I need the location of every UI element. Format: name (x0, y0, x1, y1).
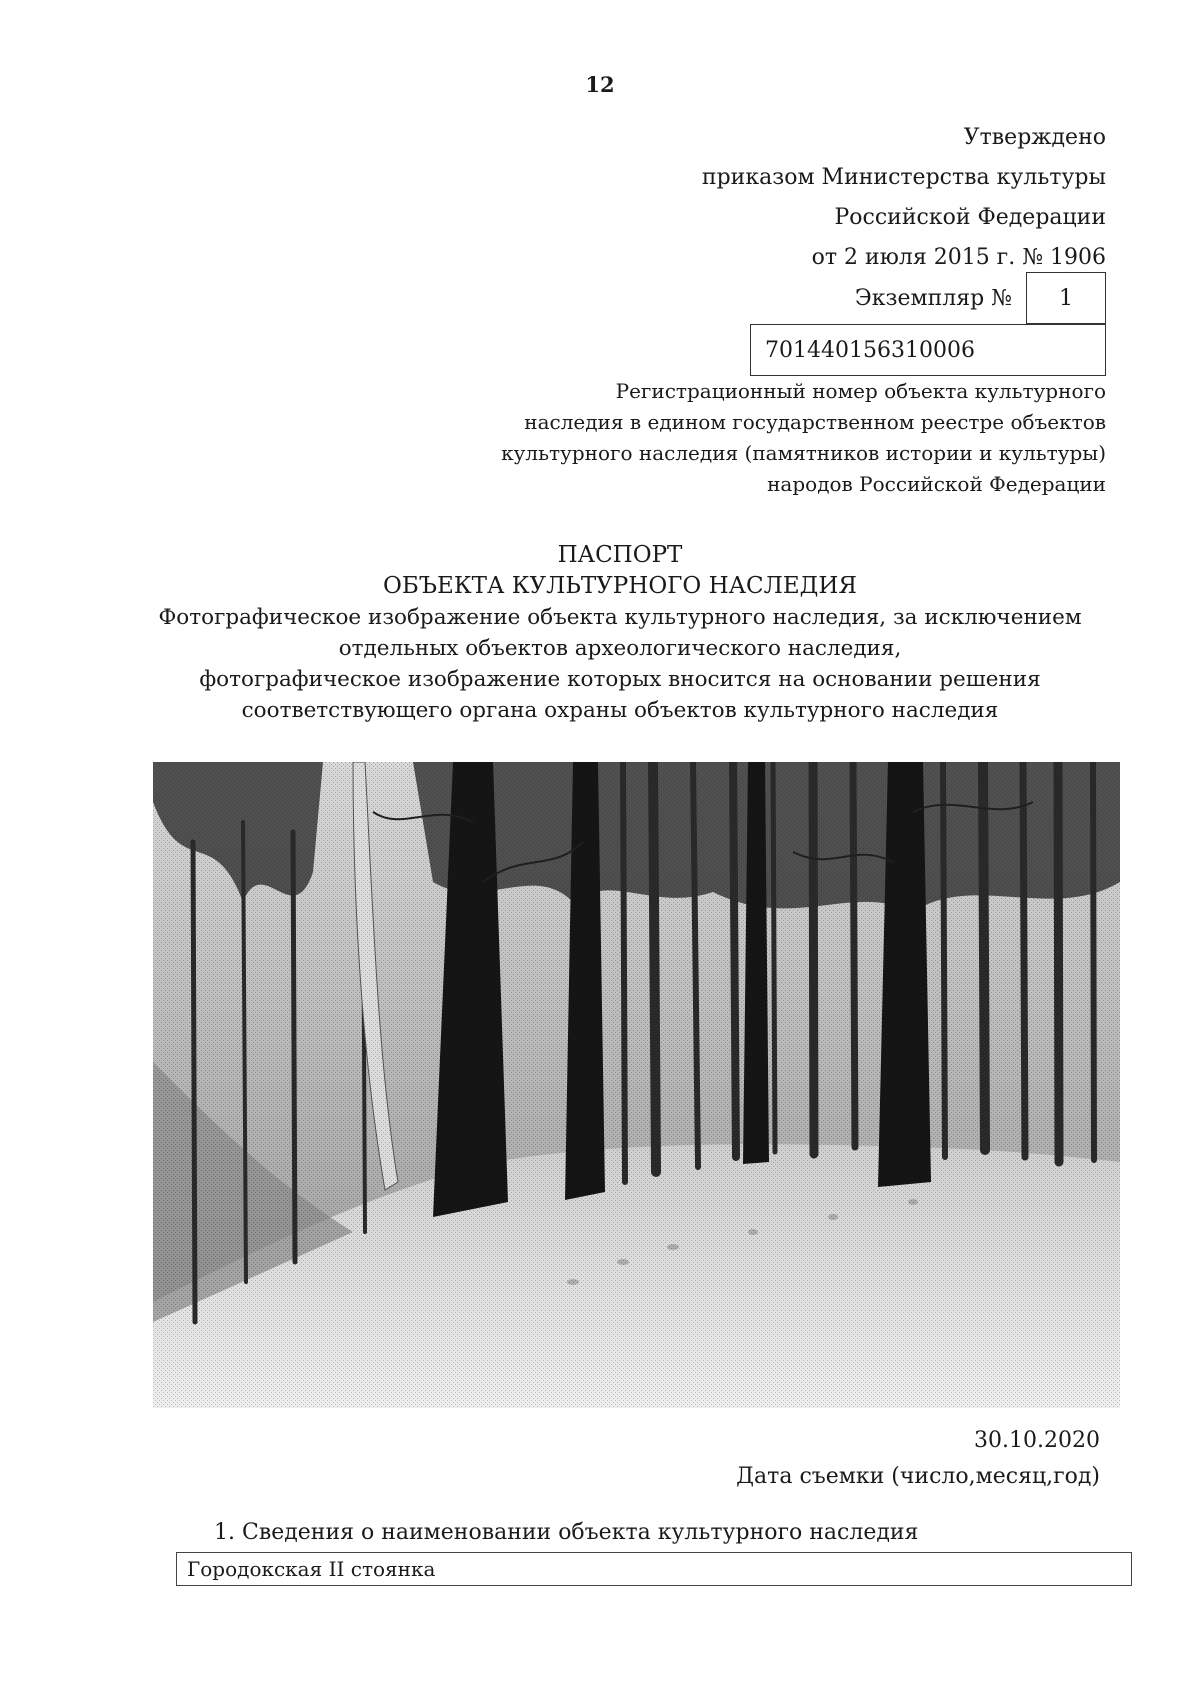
photo-date-block (736, 1423, 1100, 1495)
passport-title: ПАСПОРТ (557, 542, 683, 568)
approval-line: приказом Министерства культуры (701, 165, 1106, 190)
forest-photo-illustration (153, 762, 1120, 1408)
registration-caption-line: наследия в едином государственном реестре объектов (524, 410, 1106, 434)
photo-date: 30.10.2020 (974, 1428, 1100, 1453)
section-1-title: 1. Сведения о наименовании объекта культурного наследия (214, 1520, 919, 1545)
heritage-site-photo (153, 762, 1120, 1408)
registration-caption-line: Регистрационный номер объекта культурного (615, 379, 1106, 403)
copy-number-box: 1 (1026, 272, 1106, 324)
approval-line: от 2 июля 2015 г. № 1906 (811, 245, 1106, 270)
description-line: соответствующего органа охраны объектов культурного наследия (241, 698, 999, 723)
approval-block (546, 118, 1106, 278)
passport-subtitle: ОБЪЕКТА КУЛЬТУРНОГО НАСЛЕДИЯ (383, 573, 857, 599)
description-line: Фотографическое изображение объекта культурного наследия, за исключением (158, 605, 1082, 630)
copy-number-row (855, 272, 1106, 324)
registration-caption-line: народов Российской Федерации (767, 472, 1106, 496)
approval-line: Российской Федерации (834, 205, 1106, 230)
description-line: фотографическое изображение которых вносится на основании решения (199, 667, 1041, 692)
description-line: отдельных объектов археологического наследия, (338, 636, 902, 661)
registration-caption (406, 376, 1106, 500)
copy-label: Экземпляр № (854, 285, 1012, 311)
approval-line: Утверждено (963, 125, 1106, 150)
page-number: 12 (585, 72, 615, 97)
photo-date-caption: Дата съемки (число,месяц,год) (736, 1464, 1100, 1489)
passport-heading (0, 540, 1200, 726)
registration-caption-line: культурного наследия (памятников истории и культуры) (501, 441, 1106, 465)
object-name-field: Городокская II стоянка (176, 1552, 1132, 1586)
registration-number-box: 701440156310006 (750, 324, 1106, 376)
